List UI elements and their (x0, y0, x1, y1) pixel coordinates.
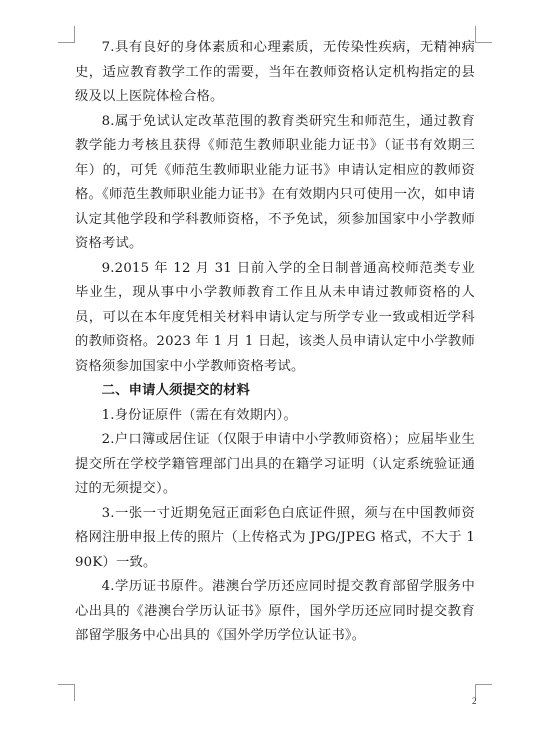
material-item-1: 1.身份证原件（需在有效期内）。 (101, 407, 297, 423)
paragraph-item-7: 7.具有良好的身体素质和心理素质，无传染性疾病，无精神病史，适应教育教学工作的需要，当年在教师资格认定机构指定的县级及以上医院体检合格。 (75, 40, 475, 104)
crop-mark-bottom-right (475, 684, 492, 701)
paragraph-item-8: 8.属于免试认定改革范围的教育类研究生和师范生，通过教育教学能力考核且获得《师范生教师职业能力证书》（证书有效期三年）的，可凭《师范生教师职业能力证书》申请认定相应的教师资格。《师范生教师职业能力证书》在有效期内只可使用一次，如申请认定其他学段和学科教师资格，不予免试，须参加国家中小学教师资格考试。 (75, 113, 475, 251)
crop-mark-top-right (475, 26, 492, 43)
material-item-3: 3.一张一寸近期免冠正面彩色白底证件照，须与在中国教师资格网注册申报上传的照片（上传格式为 JPG/JPEG 格式，不大于 190K）一致。 (75, 505, 475, 570)
crop-mark-bottom-left (58, 684, 75, 701)
paragraph-item-9: 9.2015 年 12 月 31 日前入学的全日制普通高校师范类专业毕业生，现从事中小学教师教育工作且从未申请过教师资格的人员，可以在本年度凭相关材料申请认定与所学专业一致或相近学科的教师资格。2023 年 1 月 1 日起，该类人员申请认定中小学教师资格须参加国家中小学教师资格考试。 (75, 260, 475, 374)
material-item-4: 4.学历证书原件。港澳台学历还应同时提交教育部留学服务中心出具的《港澳台学历认证书》原件，国外学历还应同时提交教育部留学服务中心出具的《国外学历学位认证书》。 (75, 579, 475, 643)
document-body (75, 36, 475, 649)
material-item-2: 2.户口簿或居住证（仅限于申请中小学教师资格）；应届毕业生提交所在学校学籍管理部门出具的在籍学习证明（认定系统验证通过的无须提交）。 (75, 432, 475, 496)
crop-mark-top-left (58, 26, 75, 43)
section-heading-materials: 二、申请人须提交的材料 (101, 383, 251, 398)
page-number: 2 (472, 696, 477, 706)
